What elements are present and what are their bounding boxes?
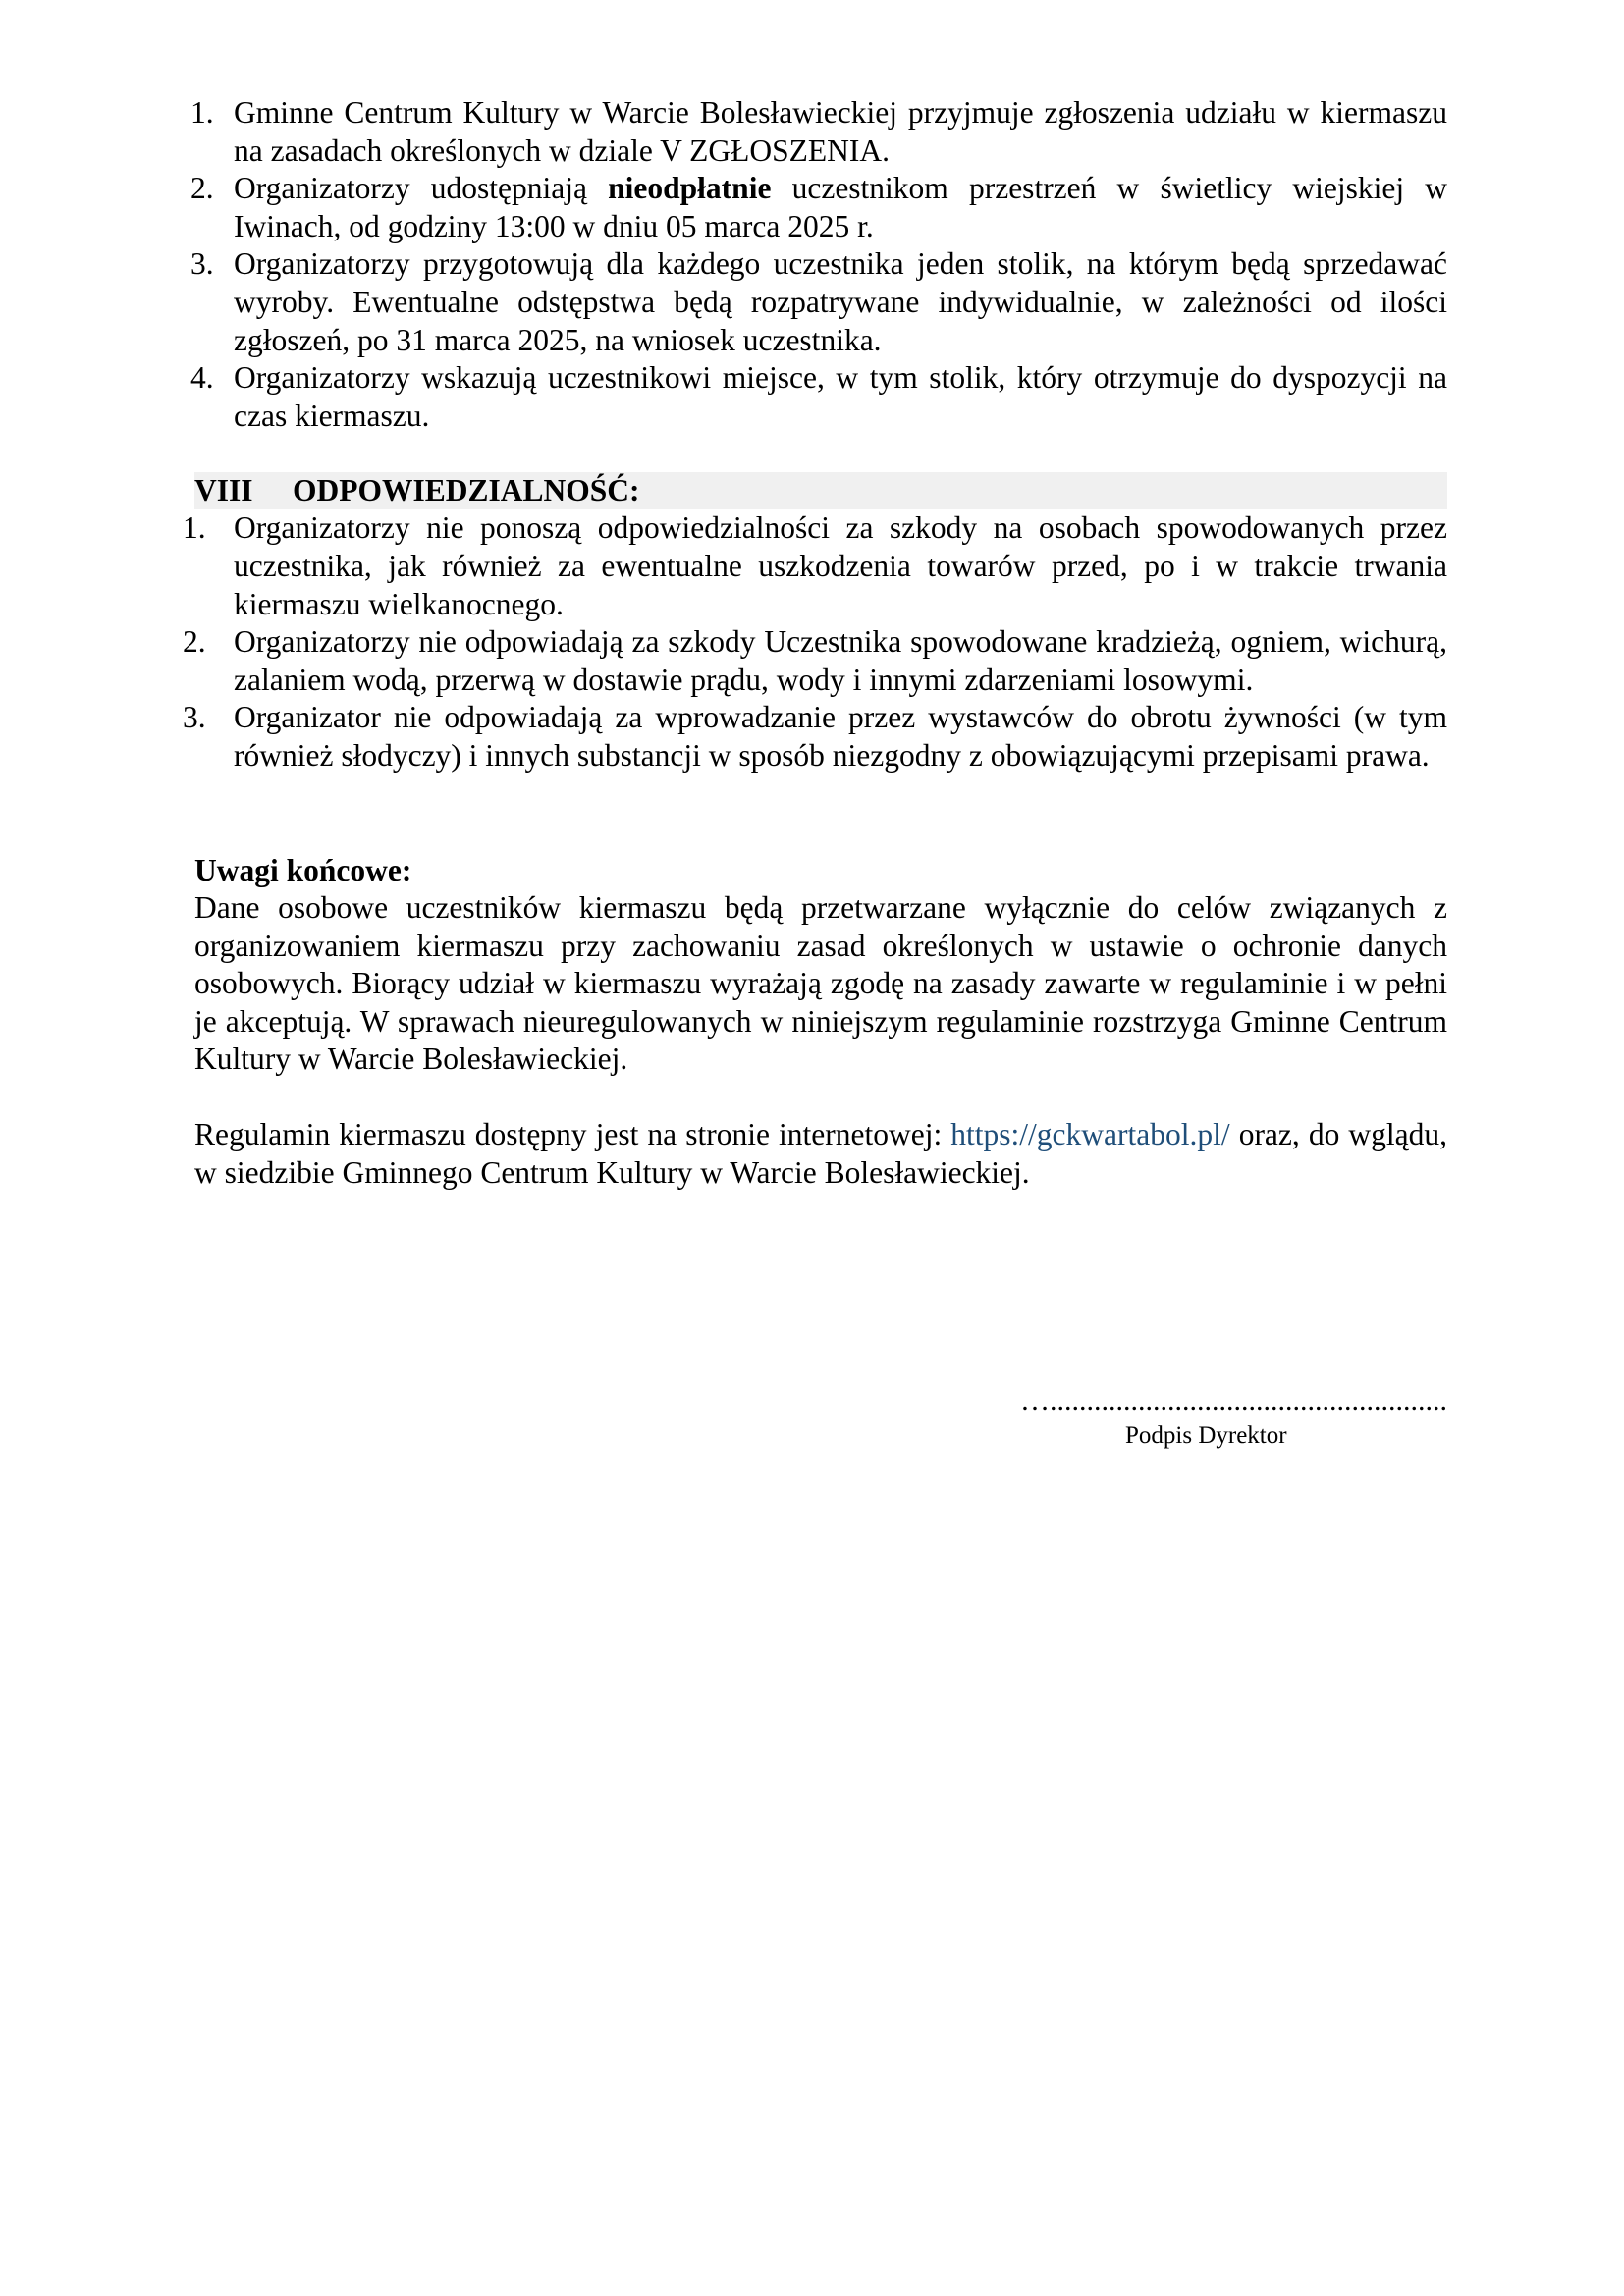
item-number: 2. (190, 171, 214, 206)
item-text-before: Organizatorzy udostępniają (234, 171, 609, 206)
item-text: Organizatorzy nie odpowiadają za szkody Uczestnika spowodowane kradzieżą, ogniem, wichurą, zalaniem wodą, przerwą w dostawie prądu, wody i innymi zdarzeniami losowymi. (234, 624, 1447, 697)
signature-line: …...................................................... (1020, 1384, 1447, 1416)
list-item (190, 359, 1447, 435)
signature-label: Podpis Dyrektor (1125, 1422, 1287, 1449)
notes-paragraph: Dane osobowe uczestników kiermaszu będą przetwarzane wyłącznie do celów związanych z organizowaniem kiermaszu przy zachowaniu zasad określonych w ustawie o ochronie danych osobowych. Biorący udział w kiermaszu wyrażają zgodę na zasady zawarte w regulaminie i w pełni je akceptują. W sprawach nieuregulowanych w niniejszym regulaminie rozstrzyga Gminne Centrum Kultury w Warcie Bolesławieckiej. (194, 890, 1447, 1077)
item-text: Organizatorzy nie ponoszą odpowiedzialności za szkody na osobach spowodowanych przez uczestnika, jak również za ewentualne uszkodzenia towarów przed, po i w trakcie trwania kiermaszu wielkanocnego. (234, 510, 1447, 621)
item-number: 3. (190, 246, 214, 282)
item-number: 1. (183, 510, 206, 546)
section-title: ODPOWIEDZIALNOŚĆ: (293, 473, 640, 508)
item-text-after: uczestnikom przestrzeń w świetlicy wiejskiej w Iwinach, od godziny 13:00 w dniu 05 marca 2025 r. (234, 171, 1448, 243)
item-text: Organizatorzy przygotowują dla każdego uczestnika jeden stolik, na którym będą sprzedawać wyroby. Ewentualne odstępstwa będą rozpatrywane indywidualnie, w zależności od ilości zgłoszeń, po 31 marca 2025, na wniosek uczestnika. (234, 246, 1447, 357)
section-8-list (183, 509, 1447, 774)
availability-text-after: oraz, do wglądu, w siedzibie Gminnego Centrum Kultury w Warcie Bolesławieckiej. (194, 1117, 1448, 1190)
item-number: 4. (190, 360, 214, 396)
notes-title: Uwagi końcowe: (194, 852, 412, 887)
item-text: Organizator nie odpowiadają za wprowadzanie przez wystawców do obrotu żywności (w tym również słodyczy) i innych substancji w sposób niezgodny z obowiązującymi przepisami prawa. (234, 700, 1447, 773)
list-item (190, 245, 1447, 359)
item-number: 2. (183, 624, 206, 660)
website-link[interactable]: https://gckwartabol.pl/ (950, 1117, 1230, 1152)
item-text: Gminne Centrum Kultury w Warcie Bolesławieckiej przyjmuje zgłoszenia udziału w kiermaszu na zasadach określonych w dziale V ZGŁOSZENIA. (234, 95, 1447, 168)
list-item (190, 94, 1447, 170)
item-number: 3. (183, 700, 206, 735)
list-item (183, 509, 1447, 623)
item-number: 1. (190, 95, 214, 130)
section-roman-numeral: VIII (194, 473, 253, 508)
document-page (183, 94, 1448, 1192)
item-bold-text: nieodpłatnie (608, 171, 772, 206)
availability-paragraph (194, 1116, 1447, 1192)
list-item (190, 170, 1448, 245)
section-8-header (194, 472, 1447, 509)
section-7-list (190, 94, 1448, 435)
list-item (183, 699, 1447, 774)
list-item (183, 623, 1447, 699)
availability-text-before: Regulamin kiermaszu dostępny jest na stronie internetowej: (194, 1117, 951, 1152)
item-text: Organizatorzy wskazują uczestnikowi miejsce, w tym stolik, który otrzymuje do dyspozycji na czas kiermaszu. (234, 360, 1447, 433)
